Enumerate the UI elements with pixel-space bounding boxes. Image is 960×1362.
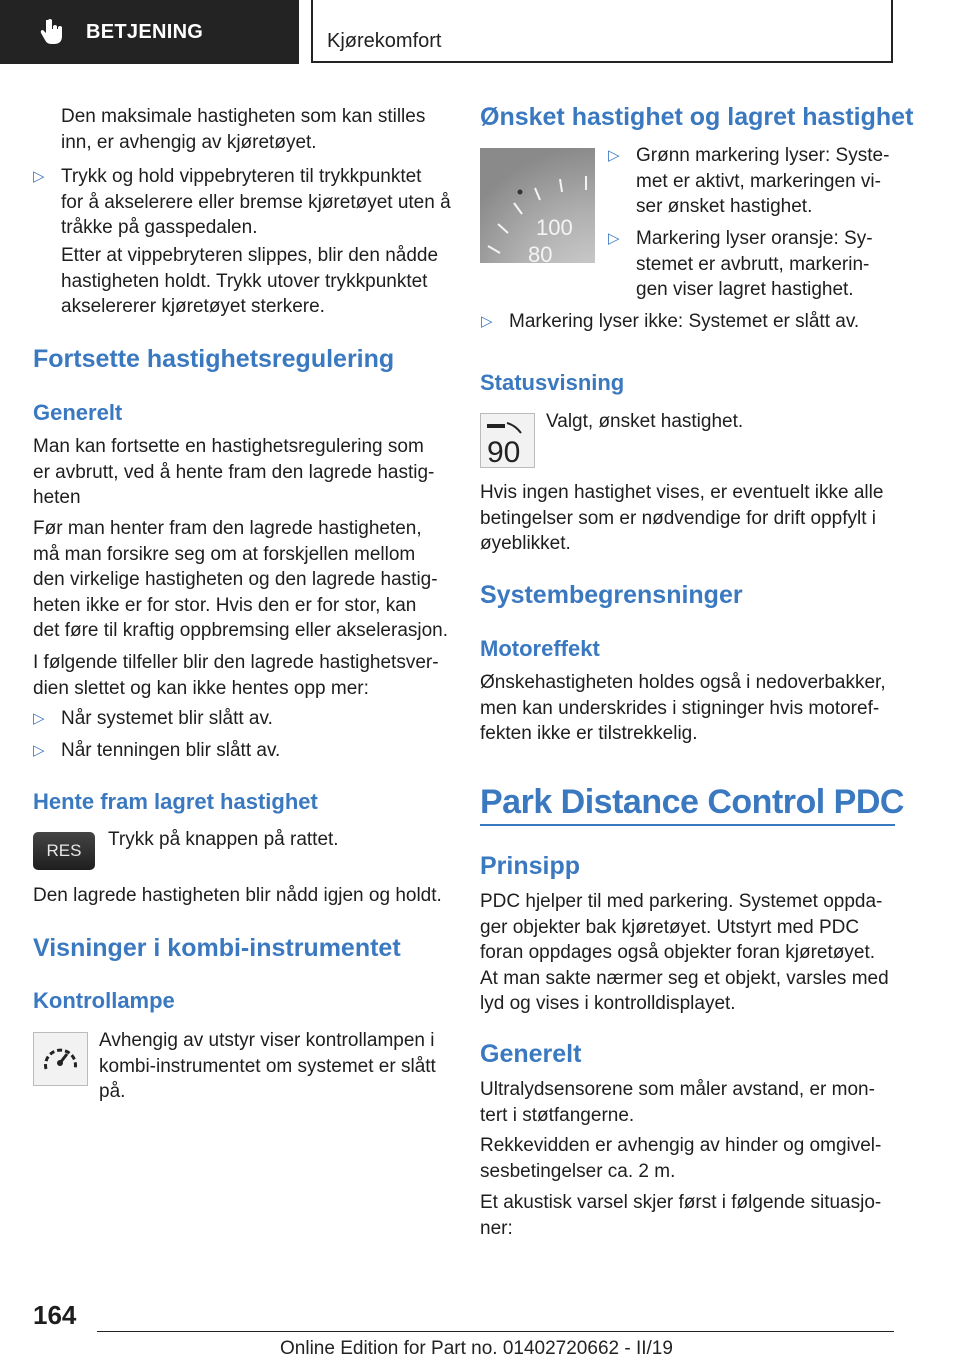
speedometer-warning-icon	[33, 1032, 88, 1086]
paragraph: PDC hjelper til med parkering. Systemet oppda‐ ger objekter bak kjøretøyet. Utstyrt med PDC foran oppdages også objekter foran kjøretøyet. At man sakte nærmer seg et objekt, varsles med lyd og vises i kontrolldisplayet.	[480, 891, 889, 1014]
heading-underline	[480, 824, 895, 826]
heading-prinsipp: Prinsipp	[480, 852, 581, 880]
paragraph: Valgt, ønsket hastighet.	[546, 411, 744, 432]
page-number: 164	[33, 1300, 77, 1330]
edition-note: Online Edition for Part no. 01402720662 - II/19	[280, 1338, 673, 1359]
paragraph: Trykk på knappen på rattet.	[108, 829, 339, 850]
footer-divider	[97, 1331, 894, 1332]
paragraph: Den maksimale hastigheten som kan stilles inn, er avhengig av kjøretøyet.	[61, 106, 426, 153]
section-tab	[0, 0, 299, 64]
heading-generelt-pdc: Generelt	[480, 1040, 582, 1068]
heading-kontrollampe: Kontrollampe	[33, 988, 175, 1013]
paragraph: Et akustisk varsel skjer først i følgende situasjo‐ ner:	[480, 1192, 882, 1239]
svg-text:80: 80	[528, 242, 553, 263]
paragraph: Ønskehastigheten holdes også i nedoverbakker, men kan underskrides i stigninger hvis motoref‐ fekten ikke er tilstrekkelig.	[480, 672, 886, 744]
paragraph: Ultralydsensorene som måler avstand, er mon‐ tert i støtfangerne.	[480, 1079, 875, 1126]
heading-hente: Hente fram lagret hastighet	[33, 789, 318, 814]
res-button-image: RES	[33, 832, 95, 870]
bullet-item: ▷ Markering lyser ikke: Systemet er slått av.	[509, 309, 859, 335]
heading-generelt: Generelt	[33, 400, 123, 425]
hand-pointer-icon	[40, 18, 66, 46]
heading-visninger: Visninger i kombi-instrumentet	[33, 934, 401, 962]
chapter-tab	[311, 0, 893, 63]
svg-text:100: 100	[536, 215, 573, 240]
bullet-item: ▷ Trykk og hold vippebryteren til trykkpunktet for å akselerere eller bremse kjøretøyet uten å tråkke på gasspedalen.	[33, 166, 451, 238]
triangle-bullet-icon: ▷	[33, 710, 45, 727]
paragraph: Den lagrede hastigheten blir nådd igjen og holdt.	[33, 885, 442, 906]
paragraph: Man kan fortsette en hastighetsregulering som er avbrutt, ved å hente fram den lagrede hastig‐ heten	[33, 436, 435, 508]
paragraph: Rekkevidden er avhengig av hinder og omgivel‐ sesbetingelser ca. 2 m.	[480, 1135, 882, 1182]
speedometer-image	[480, 148, 595, 263]
heading-statusvisning: Statusvisning	[480, 370, 625, 395]
bullet-item: ▷ Markering lyser oransje: Sy‐ stemet er avbrutt, markerin‐ gen viser lagret hastighet.	[608, 228, 873, 300]
paragraph: Avhengig av utstyr viser kontrollampen i kombi-instrumentet om systemet er slått på.	[99, 1030, 436, 1102]
triangle-bullet-icon: ▷	[33, 742, 45, 759]
set-speed-display-icon	[480, 413, 535, 468]
paragraph: Hvis ingen hastighet vises, er eventuelt ikke alle betingelser som er nødvendige for drift oppfylt i øyeblikket.	[480, 482, 884, 554]
paragraph: Før man henter fram den lagrede hastigheten, må man forsikre seg om at forskjellen mellom den virkelige hastigheten og den lagrede hastig‐ heten ikke er for stor. Hvis den er for stor, kan det føre til kraftig oppbremsing eller akselerasjon.	[33, 518, 449, 641]
heading-systembegrensninger: Systembegrensninger	[480, 581, 743, 609]
heading-motoreffekt: Motoreffekt	[480, 636, 600, 661]
bullet-item: ▷ Grønn markering lyser: Syste‐ met er aktivt, markeringen vi‐ ser ønsket hastighet.	[608, 145, 890, 217]
heading-onsket: Ønsket hastighet og lagret hastighet	[480, 103, 914, 131]
chapter-title: Kjørekomfort	[327, 30, 442, 52]
paragraph: Etter at vippebryteren slippes, blir den nådde hastigheten holdt. Trykk utover trykkpunktet akselererer kjøretøyet sterkere.	[61, 245, 439, 317]
triangle-bullet-icon: ▷	[481, 313, 493, 330]
heading-park-distance-control: Park Distance Control PDC	[480, 783, 904, 821]
section-title: BETJENING	[86, 20, 204, 43]
bullet-item: ▷ Når systemet blir slått av.	[61, 706, 273, 732]
paragraph: I følgende tilfeller blir den lagrede hastighetsver‐ dien slettet og kan ikke hentes opp mer:	[33, 652, 439, 699]
triangle-bullet-icon: ▷	[608, 147, 620, 164]
heading-fortsette: Fortsette hastighetsregulering	[33, 345, 395, 373]
triangle-bullet-icon: ▷	[608, 230, 620, 247]
triangle-bullet-icon: ▷	[33, 168, 45, 185]
svg-text:90: 90	[487, 436, 521, 467]
bullet-item: ▷ Når tenningen blir slått av.	[61, 738, 280, 764]
